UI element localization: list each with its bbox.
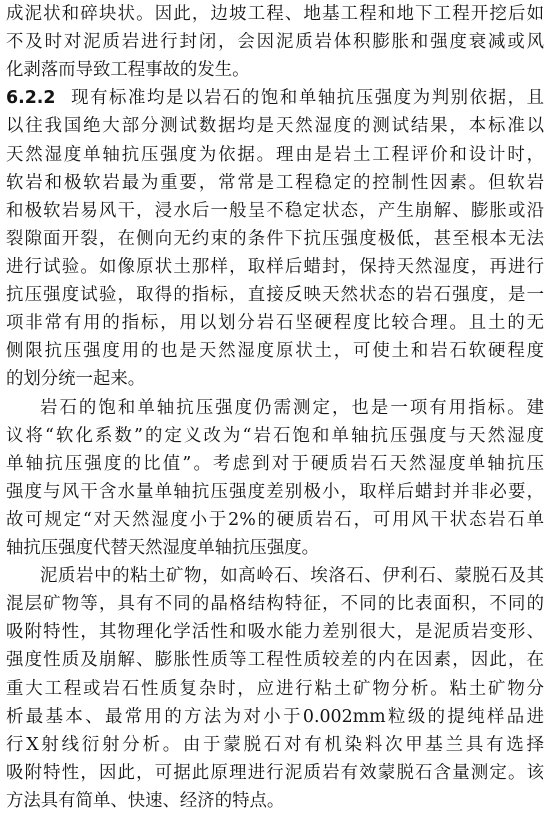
text-line: 故可规定“对天然湿度小于2%的硬质岩石，可用风干状态岩石单 [6,509,544,530]
text-line: 方法具有简单、快速、经济的特点。 [6,791,285,811]
text-line: 轴抗压强度代替天然湿度单轴抗压强度。 [6,538,320,559]
text-line: 强度与风干含水量单轴抗压强度差别极小，取样后蜡封并非必要， [6,481,544,502]
text-line: 行X射线衍射分析。由于蒙脱石对有机染料次甲基兰具有选择 [6,734,544,755]
text-line: 混层矿物等，具有不同的晶格结构特征，不同的比表面积，不同的 [6,594,544,615]
text-line: 不及时对泥质岩进行封闭，会因泥质岩体积膨胀和强度衰减或风 [6,32,544,53]
text-line: 单轴抗压强度的比值”。考虑到对于硬质岩石天然湿度单轴抗压 [6,453,544,474]
text-line: 泥质岩中的粘土矿物，如高岭石、埃洛石、伊利石、蒙脱石及其 [40,566,544,587]
text-line: 天然湿度单轴抗压强度为依据。理由是岩土工程评价和设计时， [6,144,544,165]
text-line: 重大工程或岩石性质复杂时，应进行粘土矿物分析。粘土矿物分 [6,678,544,699]
text-line: 软岩和极软岩最为重要，常常是工程稳定的控制性因素。但软岩 [6,172,544,193]
text-line: 裂隙面开裂，在侧向无约束的条件下抗压强度极低，甚至根本无法 [6,228,544,249]
text-line: 岩石的饱和单轴抗压强度仍需测定，也是一项有用指标。建 [40,397,544,418]
section-first-line [6,84,544,112]
text-line: 的划分统一起来。 [6,369,146,390]
text-line: 抗压强度试验，取得的指标，直接反映天然状态的岩石强度，是一 [6,285,544,306]
text-line: 化剥落而导致工程事故的发生。 [6,60,250,81]
text-line: 吸附特性，因此，可据此原理进行泥质岩有效蒙脱石含量测定。该 [6,762,544,783]
text-line: 强度性质及崩解、膨胀性质等工程性质较差的内在因素，因此，在 [6,650,544,671]
text-line: 议将“软化系数”的定义改为“岩石饱和单轴抗压强度与天然湿度 [6,425,544,446]
text-line: 析最基本、最常用的方法为对小于0.002mm粒级的提纯样品进 [6,706,544,727]
text-line: 以往我国绝大部分测试数据均是天然湿度的测试结果，本标准以 [6,116,544,137]
section-number: 6.2.2 [6,88,56,109]
text-line: 现有标准均是以岩石的饱和单轴抗压强度为判别依据，且 [69,88,544,109]
text-line: 成泥状和碎块状。因此，边坡工程、地基工程和地下工程开挖后如 [6,4,544,24]
text-line: 吸附特性，其物理化学活性和吸水能力差别很大，是泥质岩变形、 [6,622,544,643]
text-line: 项非常有用的指标，用以划分岩石坚硬程度比较合理。且土的无 [6,313,544,334]
text-line: 侧限抗压强度用的也是天然湿度原状土，可使土和岩石软硬程度 [6,341,544,362]
text-line: 和极软岩易风干，浸水后一般呈不稳定状态，产生崩解、膨胀或沿 [6,200,544,221]
text-line: 进行试验。如像原状土那样，取样后蜡封，保持天然湿度，再进行 [6,256,544,277]
